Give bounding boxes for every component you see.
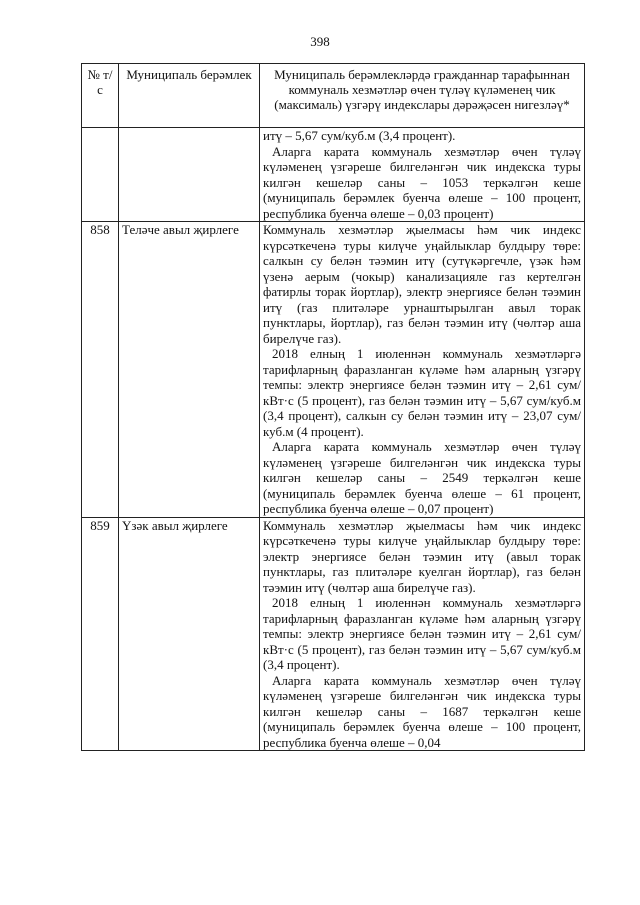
row-paragraph: Аларга карата коммуналь хезмәтләр өчен түләү күләменең үзгәреше билгеләнгән чик индекска туры килгән кешеләр саны – 2549 теркәлгән кеше (муниципаль берәмлек буенча өлеше – 61 процент, республика буенча өлеше – 0,07 процент) (263, 439, 581, 516)
row-paragraph: 2018 елның 1 июленнән коммуналь хезмәтләргә тарифларның фаразланган күләме һәм аларның үзгәрү темпы: электр энергиясе белән тәэмин итү – 2,61 сум/кВт·с (5 процент), газ белән тәэмин итү – 5,67 сум/куб.м (3,4 процент). (263, 595, 581, 672)
row-number: 858 (82, 222, 119, 518)
row-municipality (119, 128, 260, 222)
table-row (82, 517, 585, 751)
municipal-index-table (81, 63, 585, 751)
row-municipality: Теләче авыл җирлеге (119, 222, 260, 518)
table-header-row (82, 64, 585, 128)
row-paragraph: Коммуналь хезмәтләр җыелмасы һәм чик индекс күрсәткеченә туры килүче уңайлыклар булдыру төре: салкын су белән тәэмин итү (сутүкәргечле, үзәк һәм үзенә аерым (чокыр) канализацияле газ кертелгән фатирлы торак йортлар), электр энергиясе белән тәэмин итү (газ плитәләре урнаштырылган авыл торак пунктлары, йортлар), газ белән тәэмин итү (чөлтәр аша бирелүче газ). (263, 222, 581, 346)
row-paragraph: 2018 елның 1 июленнән коммуналь хезмәтләргә тарифларның фаразланган күләме һәм аларның үзгәрү темпы: электр энергиясе белән тәэмин итү – 2,61 сум/кВт·с (5 процент), газ белән тәэмин итү – 5,67 сум/куб.м (3,4 процент), салкын су белән тәэмин итү – 23,07 сум/куб.м (4 процент). (263, 346, 581, 439)
row-paragraph: Коммуналь хезмәтләр җыелмасы һәм чик индекс күрсәткеченә туры килүче уңайлыклар булдыру төре: электр энергиясе белән тәэмин итү (авыл торак пунктлары, газ плитәләре куелган йортлар), газ белән тәэмин итү (чөлтәр аша бирелүче газ). (263, 517, 581, 595)
row-paragraph: Аларга карата коммуналь хезмәтләр өчен түләү күләменең үзгәреше билгеләнгән чик индекска туры килгән кешеләр саны – 1687 теркәлгән кеше (муниципаль берәмлек буенча өлеше – 100 процент, республика буенча өлеше – 0,04 (263, 672, 581, 750)
row-number: 859 (82, 517, 119, 751)
row-content (260, 222, 585, 518)
row-content (260, 128, 585, 222)
row-number (82, 128, 119, 222)
header-number: № т/с (82, 64, 119, 128)
table-row (82, 222, 585, 518)
table-row (82, 128, 585, 222)
row-municipality: Үзәк авыл җирлеге (119, 517, 260, 751)
row-paragraph: итү – 5,67 сум/куб.м (3,4 процент). (263, 128, 456, 143)
header-municipality: Муниципаль берәмлек (119, 64, 260, 128)
header-description: Муниципаль берәмлекләрдә гражданнар тарафыннан коммуналь хезмәтләр өчен түләү күләменең чик (максималь) үзгәрү индекслары дәрәҗәсен нигезләү* (260, 64, 585, 128)
row-paragraph: Аларга карата коммуналь хезмәтләр өчен түләү күләменең үзгәреше билгеләнгән чик индекска туры килгән кешеләр саны – 1053 теркәлгән кеше (муниципаль берәмлек буенча өлеше – 100 процент, республика буенча өлеше – 0,03 процент) (263, 143, 581, 221)
page-number: 398 (310, 34, 330, 49)
row-content (260, 517, 585, 751)
